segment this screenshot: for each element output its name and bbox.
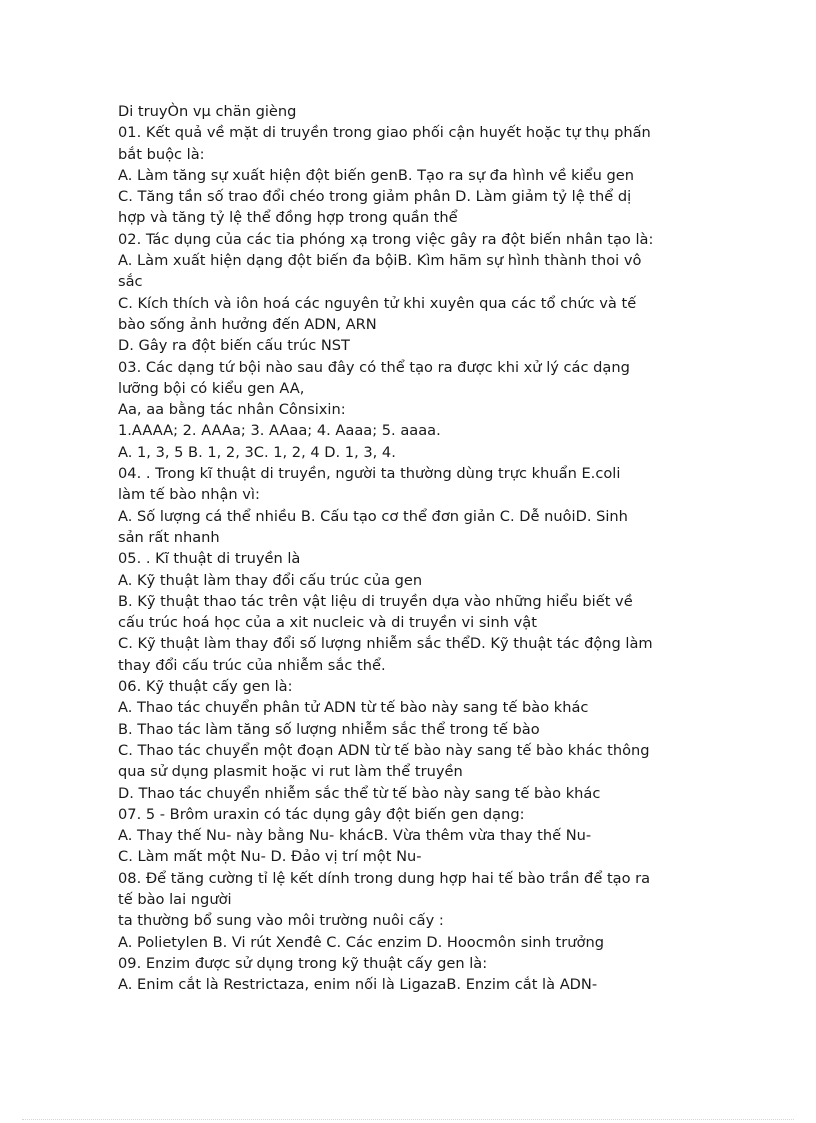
text-line: sắc [118,273,143,291]
text-line: tế bào lai người [118,890,232,908]
text-line: thay đổi cấu trúc của nhiễm sắc thể. [118,656,386,674]
text-line: ta thường bổ sung vào môi trường nuôi cấy : [118,912,444,930]
text-line: A. Thao tác chuyển phân tử ADN từ tế bào này sang tế bào khác [118,699,589,717]
text-line: cấu trúc hoá học của a xit nucleic và di truyền vi sinh vật [118,614,537,632]
text-line: D. Thao tác chuyển nhiễm sắc thể từ tế bào này sang tế bào khác [118,784,601,802]
text-line: A. Kỹ thuật làm thay đổi cấu trúc của gen [118,571,423,589]
text-line: 01. Kết quả về mặt di truyền trong giao phối cận huyết hoặc tự thụ phấn [118,124,651,142]
text-line: 1.AAAA; 2. AAAa; 3. AAaa; 4. Aaaa; 5. aaaa. [118,422,441,440]
document-heading: Di truyÒn vµ chän gièng [118,103,297,120]
text-line: lưỡng bội có kiểu gen AA, [118,379,305,397]
text-line: 04. . Trong kĩ thuật di truyền, người ta thường dùng trực khuẩn E.coli [118,465,621,483]
text-line: bắt buộc là: [118,145,205,163]
text-line: A. 1, 3, 5 B. 1, 2, 3C. 1, 2, 4 D. 1, 3, 4. [118,443,396,461]
text-line: C. Kích thích và iôn hoá các nguyên tử khi xuyên qua các tổ chức và tế [118,294,637,312]
text-line: 07. 5 - Brôm uraxin có tác dụng gây đột biến gen dạng: [118,805,525,823]
text-line: 05. . Kĩ thuật di truyền là [118,550,301,568]
text-line: 02. Tác dụng của các tia phóng xạ trong việc gây ra đột biến nhân tạo là: [118,230,654,248]
text-line: 03. Các dạng tứ bội nào sau đây có thể tạo ra được khi xử lý các dạng [118,358,630,376]
text-line: A. Làm xuất hiện dạng đột biến đa bộiB. Kìm hãm sự hình thành thoi vô [118,252,642,270]
text-line: A. Polietylen B. Vi rút Xenđê C. Các enzim D. Hoocmôn sinh trưởng [118,933,604,951]
text-line: B. Kỹ thuật thao tác trên vật liệu di truyền dựa vào những hiểu biết về [118,592,633,610]
document-body [118,101,708,995]
text-line: hợp và tăng tỷ lệ thể đồng hợp trong quần thể [118,209,458,227]
text-line: C. Làm mất một Nu- D. Đảo vị trí một Nu- [118,848,422,866]
text-line: 08. Để tăng cường tỉ lệ kết dính trong dung hợp hai tế bào trần để tạo ra [118,869,651,887]
text-line: D. Gây ra đột biến cấu trúc NST [118,337,350,355]
text-line: Aa, aa bằng tác nhân Cônsixin: [118,401,346,419]
text-line: A. Số lượng cá thể nhiều B. Cấu tạo cơ thể đơn giản C. Dễ nuôiD. Sinh [118,507,628,525]
text-line: C. Tăng tần số trao đổi chéo trong giảm phân D. Làm giảm tỷ lệ thể dị [118,188,632,206]
text-line: C. Kỹ thuật làm thay đổi số lượng nhiễm sắc thểD. Kỹ thuật tác động làm [118,635,653,653]
text-line: A. Làm tăng sự xuất hiện đột biến genB. Tạo ra sự đa hình về kiểu gen [118,166,635,184]
text-line: A. Thay thế Nu- này bằng Nu- khácB. Vừa thêm vừa thay thế Nu- [118,827,592,845]
text-line: A. Enim cắt là Restrictaza, enim nối là LigazaB. Enzim cắt là ADN- [118,976,598,994]
text-line: 06. Kỹ thuật cấy gen là: [118,678,293,696]
text-line: C. Thao tác chuyển một đoạn ADN từ tế bào này sang tế bào khác thông [118,741,650,759]
text-line: B. Thao tác làm tăng số lượng nhiễm sắc thể trong tế bào [118,720,540,738]
text-line: qua sử dụng plasmit hoặc vi rut làm thể truyền [118,763,463,781]
text-line: làm tế bào nhận vì: [118,486,260,504]
text-line: sản rất nhanh [118,528,220,546]
text-line: 09. Enzim được sử dụng trong kỹ thuật cấy gen là: [118,954,488,972]
text-line: bào sống ảnh hưởng đến ADN, ARN [118,315,377,333]
page-bottom-dotted-rule [22,1119,794,1120]
